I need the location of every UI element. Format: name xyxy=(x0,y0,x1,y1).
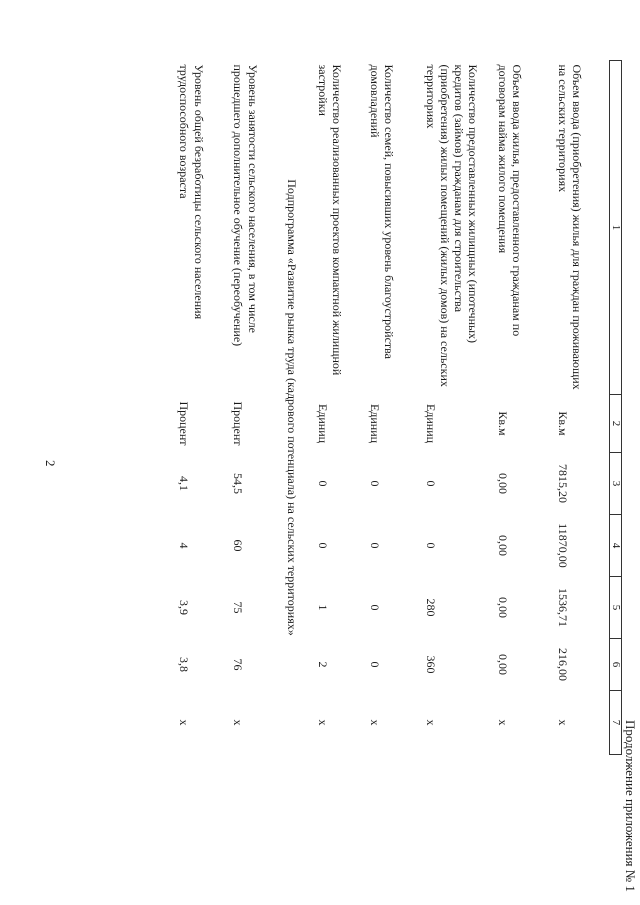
header-cell: 3 xyxy=(610,453,622,515)
header-cell: 5 xyxy=(610,577,622,639)
indicator-name: Объем ввода (приобретения) жилья для граждан проживающих на сельских территориях xyxy=(555,64,584,390)
subprogram-row xyxy=(283,61,313,755)
value-cell: х xyxy=(367,719,382,726)
unit-cell: Единиц xyxy=(315,403,330,444)
value-cell: 1 xyxy=(315,604,330,611)
value-cell: 0 xyxy=(367,604,382,611)
value-cell: х xyxy=(555,719,570,726)
unit-cell: Кв.м xyxy=(495,411,510,436)
value-cell: 360 xyxy=(423,655,438,674)
continuation-label: Продолжение приложения № 1 xyxy=(623,720,638,892)
table-row xyxy=(229,61,283,755)
indicator-name: Количество реализованных проектов компактной жилищной застройки xyxy=(315,64,344,376)
value-cell: 60 xyxy=(231,539,246,552)
value-cell: 1536,71 xyxy=(555,588,570,627)
value-cell: 0 xyxy=(315,480,330,487)
table-row xyxy=(366,61,422,755)
unit-cell: Кв.м xyxy=(555,411,570,436)
rotated-content xyxy=(43,40,640,892)
header-cell: 6 xyxy=(610,639,622,691)
table-row xyxy=(494,61,554,755)
value-cell: 0,00 xyxy=(495,473,510,494)
value-cell: 7815,20 xyxy=(555,464,570,503)
unit-cell: Процент xyxy=(231,401,246,446)
unit-cell: Единиц xyxy=(367,403,382,444)
unit-cell: Процент xyxy=(177,401,192,446)
table-row xyxy=(422,61,494,755)
value-cell: 54,5 xyxy=(231,473,246,494)
value-cell: 0 xyxy=(423,480,438,487)
value-cell: 4 xyxy=(177,542,192,549)
value-cell: х xyxy=(495,719,510,726)
value-cell: 0 xyxy=(315,542,330,549)
value-cell: 0 xyxy=(367,661,382,668)
header-cell: 2 xyxy=(610,395,622,453)
value-cell: 3,9 xyxy=(177,600,192,615)
indicator-name: Уровень общей безработицы сельского населения трудоспособного возраста xyxy=(177,64,206,320)
table-header-row xyxy=(610,61,622,755)
value-cell: 2 xyxy=(315,661,330,668)
value-cell: х xyxy=(231,719,246,726)
value-cell: 75 xyxy=(231,601,246,614)
value-cell: х xyxy=(423,719,438,726)
subprogram-title: Подпрограмма «Развитие рынка труда (кадрового потенциала) на сельских территориях» xyxy=(285,179,300,636)
value-cell: 0 xyxy=(367,480,382,487)
value-cell: 0,00 xyxy=(495,597,510,618)
value-cell: 0,00 xyxy=(495,654,510,675)
table-row xyxy=(314,61,366,755)
header-cell: 4 xyxy=(610,515,622,577)
header-cell: 1 xyxy=(610,61,622,395)
value-cell: 4,1 xyxy=(177,476,192,491)
indicator-name: Количество семей, повысивших уровень благоустройства домовладений xyxy=(367,64,396,359)
unit-cell: Единиц xyxy=(423,403,438,444)
indicator-name: Уровень занятости сельского населения, в том числе прошедшего дополнительное обучение (переобучение) xyxy=(231,64,260,347)
table-row xyxy=(175,61,229,755)
value-cell: 3,8 xyxy=(177,657,192,672)
value-cell: 11870,00 xyxy=(555,523,570,568)
indicators-table xyxy=(175,60,622,755)
table-row xyxy=(554,61,610,755)
value-cell: х xyxy=(315,719,330,726)
indicator-name: Количество предоставленных жилищных (ипотечных) кредитов (займов) гражданам для строительства (приобретения) жилых помещений (жилых домов) на сельских территориях xyxy=(423,64,481,387)
value-cell: 216,00 xyxy=(555,648,570,681)
value-cell: 0 xyxy=(367,542,382,549)
value-cell: 0,00 xyxy=(495,535,510,556)
page-number: 2 xyxy=(43,460,58,467)
value-cell: х xyxy=(177,719,192,726)
value-cell: 76 xyxy=(231,658,246,671)
indicator-name: Объем ввода жилья, предоставленного гражданам по договорам найма жилого помещения xyxy=(495,64,524,337)
header-cell: 7 xyxy=(610,691,622,755)
value-cell: 0 xyxy=(423,542,438,549)
value-cell: 280 xyxy=(423,598,438,617)
